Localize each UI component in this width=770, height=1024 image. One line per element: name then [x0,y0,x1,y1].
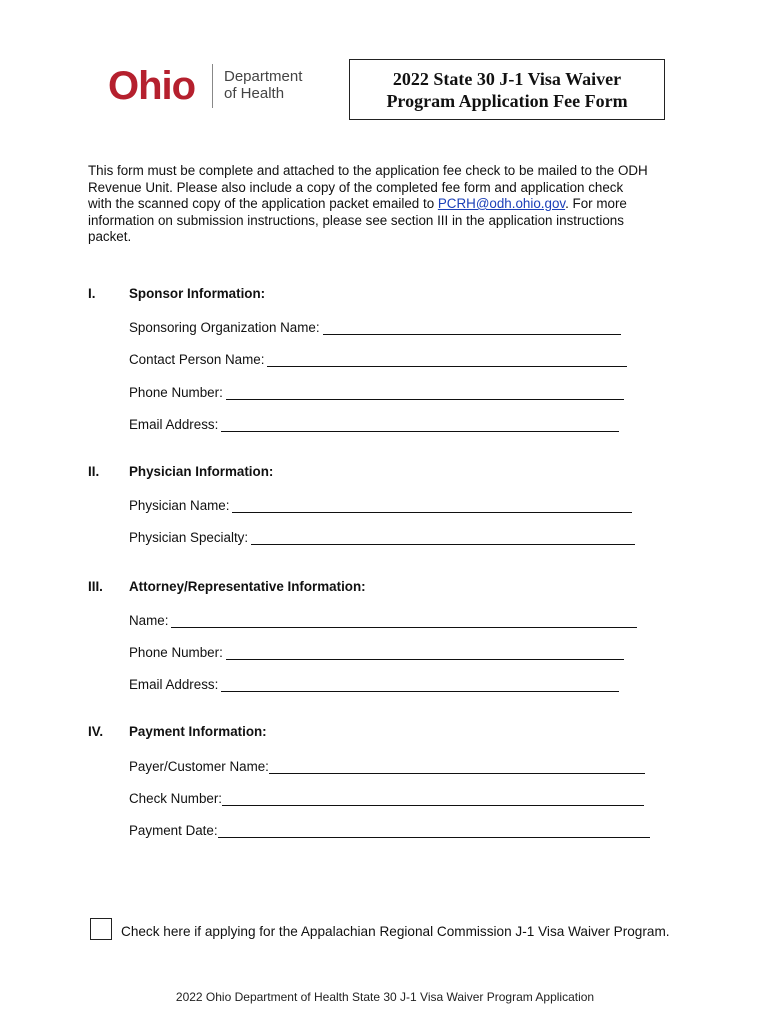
field-input-line[interactable] [218,824,650,838]
field-check-number[interactable] [129,788,644,806]
field-physician-name[interactable] [129,495,632,513]
intro-text-after: . For more information on submission instructions, please see section III in the application instructions packet. [88,196,627,244]
field-sponsor-phone[interactable] [129,382,624,400]
logo-divider [212,64,213,108]
logo-dept-line2: of Health [224,85,285,102]
section-1-title: Sponsor Information: [129,286,266,301]
field-input-line[interactable] [269,760,645,774]
section-4-number: IV. [88,724,104,739]
appalachian-checkbox-label: Check here if applying for the Appalachian Regional Commission J-1 Visa Waiver Program. [121,924,670,939]
logo-ohio-wordmark: Ohio [108,64,196,108]
field-label: Check Number: [129,791,223,806]
field-label: Phone Number: [129,645,223,660]
section-3-number: III. [88,579,103,594]
section-4-title: Payment Information: [129,724,267,739]
form-title-line1: 2022 State 30 J-1 Visa Waiver [392,69,622,89]
field-input-line[interactable] [171,614,637,628]
section-2-title: Physician Information: [129,464,274,479]
email-link[interactable]: PCRH@odh.ohio.gov [437,196,566,211]
field-label: Physician Name: [129,498,230,513]
field-input-line[interactable] [222,792,644,806]
field-label: Payment Date: [129,823,218,838]
odh-logo [108,60,318,112]
appalachian-checkbox[interactable] [90,918,112,940]
field-attorney-phone[interactable] [129,642,624,660]
field-input-line[interactable] [226,646,624,660]
field-label: Email Address: [129,677,219,692]
field-payment-date[interactable] [129,820,650,838]
intro-text-before: This form must be complete and attached to the application fee check to be mailed to the ODH Revenue Unit. Please also include a copy of the completed fee form and application check with the scanned copy of the application packet emailed to [88,163,648,211]
field-physician-specialty[interactable] [129,527,635,545]
field-label: Contact Person Name: [129,352,265,367]
section-3-title: Attorney/Representative Information: [129,579,366,594]
intro-paragraph [88,163,648,246]
section-2-number: II. [88,464,100,479]
logo-department [224,68,302,102]
field-label: Name: [129,613,169,628]
field-input-line[interactable] [267,353,627,367]
field-label: Physician Specialty: [129,530,249,545]
logo-dept-line1: Department [224,68,303,85]
page-footer: 2022 Ohio Department of Health State 30 J-1 Visa Waiver Program Application [175,990,595,1004]
field-contact-person[interactable] [129,349,627,367]
field-attorney-name[interactable] [129,610,637,628]
field-input-line[interactable] [323,321,621,335]
field-input-line[interactable] [232,499,632,513]
field-input-line[interactable] [221,418,619,432]
field-attorney-email[interactable] [129,674,619,692]
field-input-line[interactable] [226,386,624,400]
form-title-box [349,59,665,120]
field-label: Email Address: [129,417,219,432]
field-input-line[interactable] [251,531,635,545]
field-sponsoring-organization[interactable] [129,317,621,335]
section-1-number: I. [88,286,96,301]
field-input-line[interactable] [221,678,619,692]
form-title-line2: Program Application Fee Form [386,91,628,111]
field-label: Sponsoring Organization Name: [129,320,320,335]
field-payer-name[interactable] [129,756,645,774]
field-sponsor-email[interactable] [129,414,619,432]
field-label: Phone Number: [129,385,223,400]
field-label: Payer/Customer Name: [129,759,269,774]
